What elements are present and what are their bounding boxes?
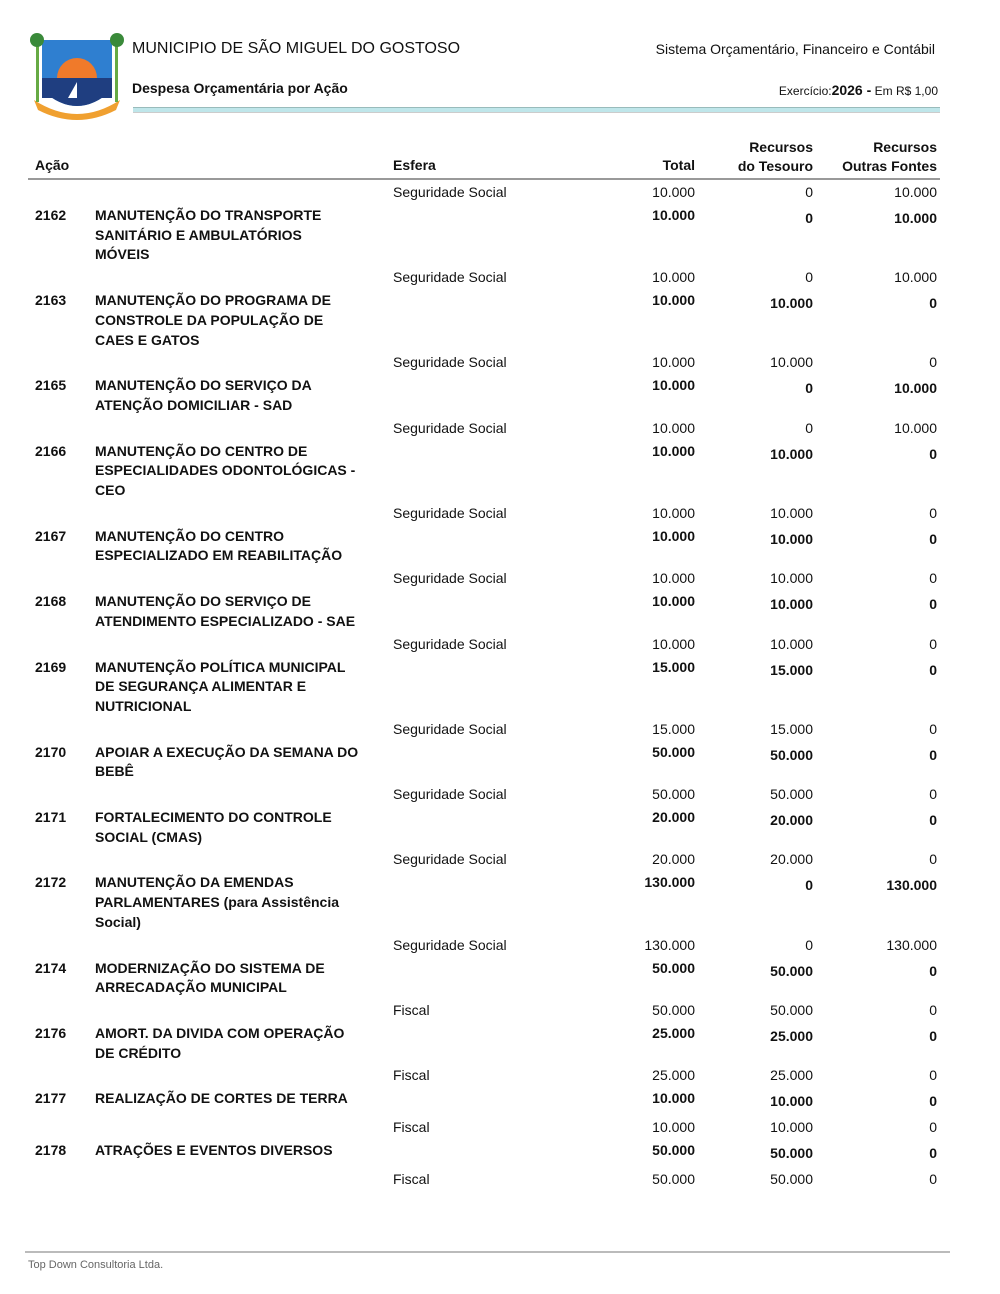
action-name: MANUTENÇÃO DO SERVIÇO DE ATENDIMENTO ESPECIALIZADO - SAE [95,593,356,629]
action-total: 10.000 [652,377,695,394]
action-code: 2172 [35,874,67,891]
action-outras-fontes: 0 [929,962,937,979]
tesouro: 10.000 [770,504,813,521]
tesouro: 25.000 [770,1067,813,1084]
esfera: Seguridade Social [393,184,507,200]
action-name: MANUTENÇÃO DA EMENDAS PARLAMENTARES (para Assistência Social) [95,874,340,930]
action-outras-fontes: 0 [929,445,937,462]
action-code: 2177 [35,1090,67,1107]
esfera: Seguridade Social [393,504,507,521]
tesouro: 10.000 [770,635,813,652]
action-name: MANUTENÇÃO DO CENTRO ESPECIALIZADO EM REABILITAÇÃO [95,527,343,564]
action-total: 10.000 [652,593,695,610]
action-code: 2163 [35,292,67,309]
esfera: Seguridade Social [393,851,507,868]
outras-fontes: 0 [929,354,937,371]
esfera: Seguridade Social [393,635,507,652]
action-outras-fontes: 0 [929,661,937,678]
total: 10.000 [652,504,695,521]
col-tesouro-line2: do Tesouro [737,158,813,174]
esfera-row [28,1117,940,1141]
footer-divider [25,1251,950,1253]
tesouro: 10.000 [770,570,813,587]
action-code: 2169 [35,658,67,675]
tesouro: 10.000 [770,1119,813,1136]
action-tesouro: 25.000 [770,1027,813,1044]
action-tesouro: 20.000 [770,812,813,829]
action-row [28,291,940,350]
action-code: 2174 [35,959,67,976]
total: 15.000 [652,720,695,737]
action-outras-fontes: 0 [929,596,937,613]
esfera: Seguridade Social [393,269,507,286]
action-row [28,592,940,631]
action-tesouro: 50.000 [770,746,813,763]
col-outras-line2: Outras Fontes [842,158,937,174]
action-outras-fontes: 0 [929,530,937,547]
total: 50.000 [652,1171,695,1188]
action-total: 20.000 [652,809,695,826]
exercicio-year: 2026 - [831,82,872,98]
action-outras-fontes: 10.000 [894,210,937,226]
outras-fontes: 0 [929,635,937,652]
esfera-row [28,568,940,592]
currency-label: Em R$ 1,00 [874,84,938,98]
action-code: 2165 [35,377,67,394]
esfera-row [28,1169,940,1193]
total: 50.000 [652,786,695,803]
action-row [28,873,940,932]
system-name: Sistema Orçamentário, Financeiro e Contábil [655,41,935,57]
esfera-row [28,784,940,808]
exercicio-info [779,82,938,98]
action-tesouro: 10.000 [770,596,813,613]
footer-company: Top Down Consultoria Ltda. [28,1259,164,1271]
action-outras-fontes: 10.000 [894,380,937,397]
esfera: Fiscal [393,1119,430,1136]
table-header [28,138,940,180]
municipal-coat-of-arms-logo [28,30,126,122]
tesouro: 50.000 [770,1001,813,1018]
action-tesouro: 15.000 [770,661,813,678]
action-outras-fontes: 0 [929,746,937,763]
esfera: Fiscal [393,1001,430,1018]
outras-fontes: 0 [929,1119,937,1136]
action-name: MANUTENÇÃO DO PROGRAMA DE CONSTROLE DA POPULAÇÃO DE CAES E GATOS [95,292,331,348]
esfera: Seguridade Social [393,786,507,803]
action-code: 2167 [35,527,67,544]
action-row [28,376,940,415]
action-total: 10.000 [652,442,695,459]
esfera: Seguridade Social [393,570,507,587]
total: 20.000 [652,851,695,868]
outras-fontes: 0 [929,504,937,521]
action-code: 2166 [35,442,67,459]
esfera-row [28,719,940,743]
action-outras-fontes: 0 [929,1145,937,1162]
action-name: MODERNIZAÇÃO DO SISTEMA DE ARRECADAÇÃO MUNICIPAL [95,959,325,996]
esfera-row [28,634,940,658]
outras-fontes: 0 [929,851,937,868]
tesouro: 0 [805,936,813,953]
action-outras-fontes: 0 [929,812,937,829]
action-tesouro: 0 [805,380,813,397]
outras-fontes: 10.000 [894,419,937,436]
tesouro: 0 [805,269,813,286]
esfera: Seguridade Social [393,720,507,737]
tesouro: 20.000 [770,851,813,868]
total: 10.000 [652,354,695,371]
esfera-row [28,418,940,442]
outras-fontes: 0 [929,1171,937,1188]
tesouro: 10.000 [770,354,813,371]
col-tesouro-line1: Recursos [749,139,813,155]
outras-fontes: 10.000 [894,184,937,200]
table-body [28,182,940,1193]
esfera-row [28,182,940,206]
action-row [28,1024,940,1063]
action-row [28,1141,940,1167]
action-row [28,206,940,265]
action-code: 2168 [35,593,67,610]
total: 10.000 [652,184,695,200]
action-row [28,658,940,717]
outras-fontes: 0 [929,786,937,803]
outras-fontes: 0 [929,1067,937,1084]
total: 10.000 [652,1119,695,1136]
action-total: 10.000 [652,1090,695,1107]
action-name: MANUTENÇÃO POLÍTICA MUNICIPAL DE SEGURANÇA ALIMENTAR E NUTRICIONAL [95,658,346,714]
action-row [28,808,940,847]
municipality-title: MUNICIPIO DE SÃO MIGUEL DO GOSTOSO [132,40,461,57]
action-tesouro: 50.000 [770,962,813,979]
exercicio-label: Exercício: [778,84,832,98]
action-total: 50.000 [652,743,695,760]
action-outras-fontes: 0 [929,1093,937,1110]
tesouro: 50.000 [770,1171,813,1188]
action-tesouro: 10.000 [770,1093,813,1110]
action-outras-fontes: 130.000 [886,877,937,894]
action-name: FORTALECIMENTO DO CONTROLE SOCIAL (CMAS) [95,809,332,845]
action-code: 2176 [35,1024,67,1041]
outras-fontes: 10.000 [894,269,937,286]
action-code: 2162 [35,207,67,223]
esfera-row [28,503,940,527]
action-outras-fontes: 0 [929,1027,937,1044]
action-tesouro: 10.000 [770,295,813,312]
action-row [28,959,940,998]
esfera-row [28,849,940,873]
action-name: MANUTENÇÃO DO CENTRO DE ESPECIALIDADES ODONTOLÓGICAS - CEO [95,442,356,499]
esfera-row [28,267,940,291]
esfera-row [28,935,940,959]
action-total: 130.000 [644,874,695,891]
action-tesouro: 0 [805,877,813,894]
tesouro: 50.000 [770,786,813,803]
action-total: 10.000 [652,207,695,223]
esfera: Fiscal [393,1171,430,1188]
action-row [28,527,940,566]
action-name: REALIZAÇÃO DE CORTES DE TERRA [95,1090,348,1107]
total: 10.000 [652,419,695,436]
action-tesouro: 0 [805,210,813,226]
tesouro: 0 [805,184,813,200]
esfera-row [28,1065,940,1089]
total: 10.000 [652,570,695,587]
col-total: Total [662,157,695,173]
report-title: Despesa Orçamentária por Ação [132,80,348,96]
action-name: MANUTENÇÃO DO TRANSPORTE SANITÁRIO E AMBULATÓRIOS MÓVEIS [95,207,322,263]
action-total: 10.000 [652,292,695,309]
action-name: AMORT. DA DIVIDA COM OPERAÇÃO DE CRÉDITO [95,1024,345,1061]
action-total: 15.000 [652,658,695,675]
tesouro: 15.000 [770,720,813,737]
outras-fontes: 0 [929,570,937,587]
action-outras-fontes: 0 [929,295,937,312]
action-row [28,1089,940,1115]
total: 130.000 [644,936,695,953]
action-name: MANUTENÇÃO DO SERVIÇO DA ATENÇÃO DOMICILIAR - SAD [95,377,312,413]
tesouro: 0 [805,419,813,436]
col-esfera: Esfera [393,157,436,173]
action-total: 10.000 [652,527,695,544]
action-name: APOIAR A EXECUÇÃO DA SEMANA DO BEBÊ [95,743,359,780]
action-code: 2171 [35,809,67,826]
col-outras-line1: Recursos [873,139,937,155]
outras-fontes: 130.000 [886,936,937,953]
esfera: Seguridade Social [393,936,507,953]
action-code: 2170 [35,743,67,760]
action-total: 50.000 [652,1142,695,1159]
action-tesouro: 10.000 [770,445,813,462]
total: 25.000 [652,1067,695,1084]
action-name: ATRAÇÕES E EVENTOS DIVERSOS [95,1142,333,1159]
esfera-row [28,352,940,376]
action-row [28,442,940,501]
total: 10.000 [652,269,695,286]
esfera: Seguridade Social [393,419,507,436]
action-total: 25.000 [652,1024,695,1041]
total: 10.000 [652,635,695,652]
outras-fontes: 0 [929,720,937,737]
outras-fontes: 0 [929,1001,937,1018]
total: 50.000 [652,1001,695,1018]
esfera: Fiscal [393,1067,430,1084]
action-code: 2178 [35,1142,67,1159]
col-acao: Ação [35,157,70,173]
action-total: 50.000 [652,959,695,976]
action-tesouro: 10.000 [770,530,813,547]
action-tesouro: 50.000 [770,1145,813,1162]
header-divider [133,107,940,113]
col-tesouro [738,138,813,176]
col-outras [842,138,937,176]
action-row [28,743,940,782]
esfera: Seguridade Social [393,354,507,371]
esfera-row [28,1000,940,1024]
